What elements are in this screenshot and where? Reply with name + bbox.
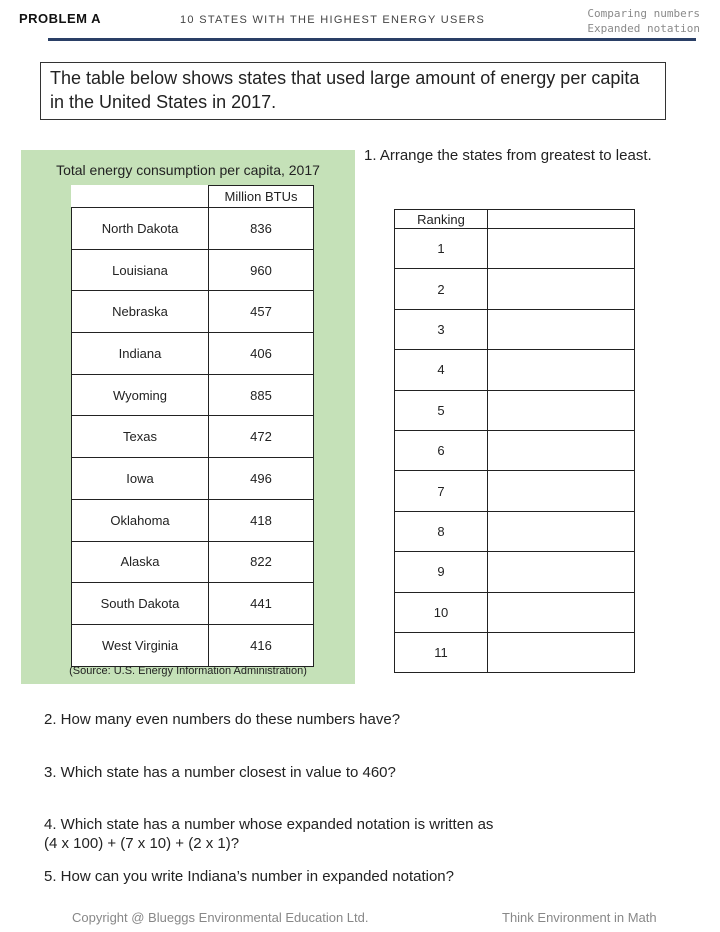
answer-cell[interactable] (488, 309, 635, 349)
rank-number: 1 (395, 229, 488, 269)
rank-number: 9 (395, 552, 488, 592)
answer-header-blank (488, 210, 635, 229)
state-cell: Oklahoma (72, 499, 209, 541)
header-divider (48, 38, 696, 41)
question-3: 3. Which state has a number closest in value to 460? (44, 764, 396, 781)
worksheet-title: 10 STATES WITH THE HIGHEST ENERGY USERS (180, 14, 486, 26)
ranking-row (395, 471, 635, 511)
answer-cell[interactable] (488, 229, 635, 269)
answer-cell[interactable] (488, 632, 635, 672)
state-cell: South Dakota (72, 583, 209, 625)
ranking-row (395, 632, 635, 672)
answer-cell[interactable] (488, 430, 635, 470)
table-row (72, 208, 314, 250)
footer-tagline: Think Environment in Math (502, 910, 657, 925)
value-cell: 836 (209, 208, 314, 250)
answer-cell[interactable] (488, 471, 635, 511)
ranking-row (395, 309, 635, 349)
rank-number: 8 (395, 511, 488, 551)
value-cell: 885 (209, 374, 314, 416)
energy-table-title: Total energy consumption per capita, 2017 (56, 162, 320, 178)
rank-number: 4 (395, 350, 488, 390)
ranking-row (395, 592, 635, 632)
rank-number: 3 (395, 309, 488, 349)
state-cell: Indiana (72, 333, 209, 375)
ranking-table (394, 209, 635, 673)
value-cell: 406 (209, 333, 314, 375)
state-cell: North Dakota (72, 208, 209, 250)
question-5: 5. How can you write Indiana’s number in expanded notation? (44, 868, 454, 885)
topic-tags (587, 6, 700, 36)
table-row (72, 583, 314, 625)
state-cell: Alaska (72, 541, 209, 583)
ranking-header: Ranking (395, 210, 488, 229)
ranking-row (395, 350, 635, 390)
footer-copyright: Copyright @ Blueggs Environmental Education Ltd. (72, 910, 369, 925)
ranking-row (395, 430, 635, 470)
ranking-row (395, 390, 635, 430)
intro-box: The table below shows states that used large amount of energy per capita in the United States in 2017. (40, 62, 666, 120)
ranking-row (395, 269, 635, 309)
answer-cell[interactable] (488, 269, 635, 309)
ranking-row (395, 552, 635, 592)
answer-cell[interactable] (488, 350, 635, 390)
ranking-row (395, 229, 635, 269)
state-cell: Nebraska (72, 291, 209, 333)
table-row (72, 291, 314, 333)
answer-cell[interactable] (488, 511, 635, 551)
answer-cell[interactable] (488, 390, 635, 430)
value-cell: 822 (209, 541, 314, 583)
value-cell: 457 (209, 291, 314, 333)
table-row (72, 541, 314, 583)
ranking-row (395, 511, 635, 551)
state-cell: Iowa (72, 458, 209, 500)
value-cell: 960 (209, 249, 314, 291)
value-cell: 496 (209, 458, 314, 500)
rank-number: 7 (395, 471, 488, 511)
value-cell: 418 (209, 499, 314, 541)
table-row (72, 458, 314, 500)
value-cell: 416 (209, 624, 314, 666)
value-cell: 472 (209, 416, 314, 458)
problem-label: PROBLEM A (19, 11, 102, 26)
state-cell: Louisiana (72, 249, 209, 291)
question-1: 1. Arrange the states from greatest to least. (364, 147, 652, 164)
table-row (72, 499, 314, 541)
answer-cell[interactable] (488, 552, 635, 592)
state-cell: West Virginia (72, 624, 209, 666)
table-row (72, 333, 314, 375)
data-source-note: (Source: U.S. Energy Information Administration) (69, 665, 307, 677)
state-cell: Texas (72, 416, 209, 458)
question-2: 2. How many even numbers do these numbers have? (44, 711, 401, 728)
rank-number: 6 (395, 430, 488, 470)
empty-header-cell (72, 186, 209, 208)
topic-tag-comparing: Comparing numbers (587, 7, 700, 20)
table-row (72, 624, 314, 666)
column-header-million-btus: Million BTUs (209, 186, 314, 208)
rank-number: 2 (395, 269, 488, 309)
energy-table-header-row (72, 186, 314, 208)
table-row (72, 249, 314, 291)
table-row (72, 374, 314, 416)
table-row (72, 416, 314, 458)
ranking-header-row (395, 210, 635, 229)
rank-number: 5 (395, 390, 488, 430)
state-cell: Wyoming (72, 374, 209, 416)
answer-cell[interactable] (488, 592, 635, 632)
question-4 (44, 815, 493, 853)
rank-number: 11 (395, 632, 488, 672)
energy-table (71, 185, 314, 667)
question-4-line-1: 4. Which state has a number whose expanded notation is written as (44, 816, 494, 833)
value-cell: 441 (209, 583, 314, 625)
question-4-line-2: (4 x 100) + (7 x 10) + (2 x 1)? (44, 835, 240, 852)
topic-tag-expanded: Expanded notation (587, 22, 700, 35)
rank-number: 10 (395, 592, 488, 632)
